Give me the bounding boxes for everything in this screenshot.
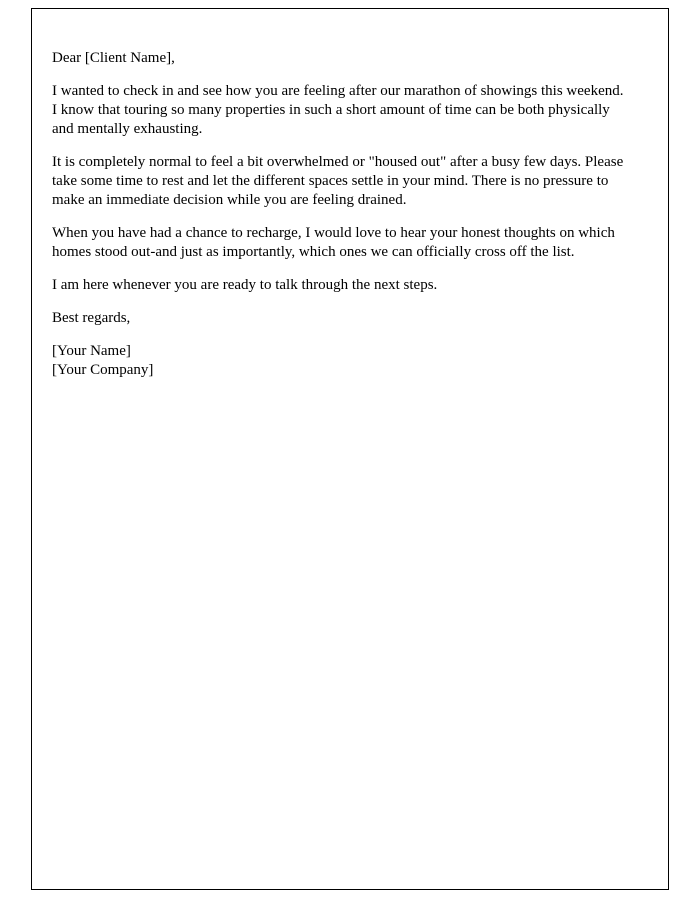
- salutation: Dear [Client Name],: [52, 50, 175, 66]
- closing: Best regards,: [52, 310, 131, 326]
- paragraph: I am here whenever you are ready to talk through the next steps.: [52, 277, 438, 293]
- paragraph: When you have had a chance to recharge, I would love to hear your honest thoughts on which homes stood out-and just as importantly, which ones we can officially cross off the list.: [52, 225, 615, 260]
- signature-name: [Your Name]: [52, 343, 131, 359]
- paragraph: It is completely normal to feel a bit overwhelmed or "housed out" after a busy few days. Please take some time to rest and let the different spaces settle in your mind. There is no pressure to make an immediate decision while you are feeling drained.: [52, 154, 624, 208]
- signature-company: [Your Company]: [52, 362, 154, 378]
- letter-page: [31, 8, 669, 890]
- paragraph: I wanted to check in and see how you are feeling after our marathon of showings this weekend. I know that touring so many properties in such a short amount of time can be both physically and mentally exhausting.: [52, 83, 624, 137]
